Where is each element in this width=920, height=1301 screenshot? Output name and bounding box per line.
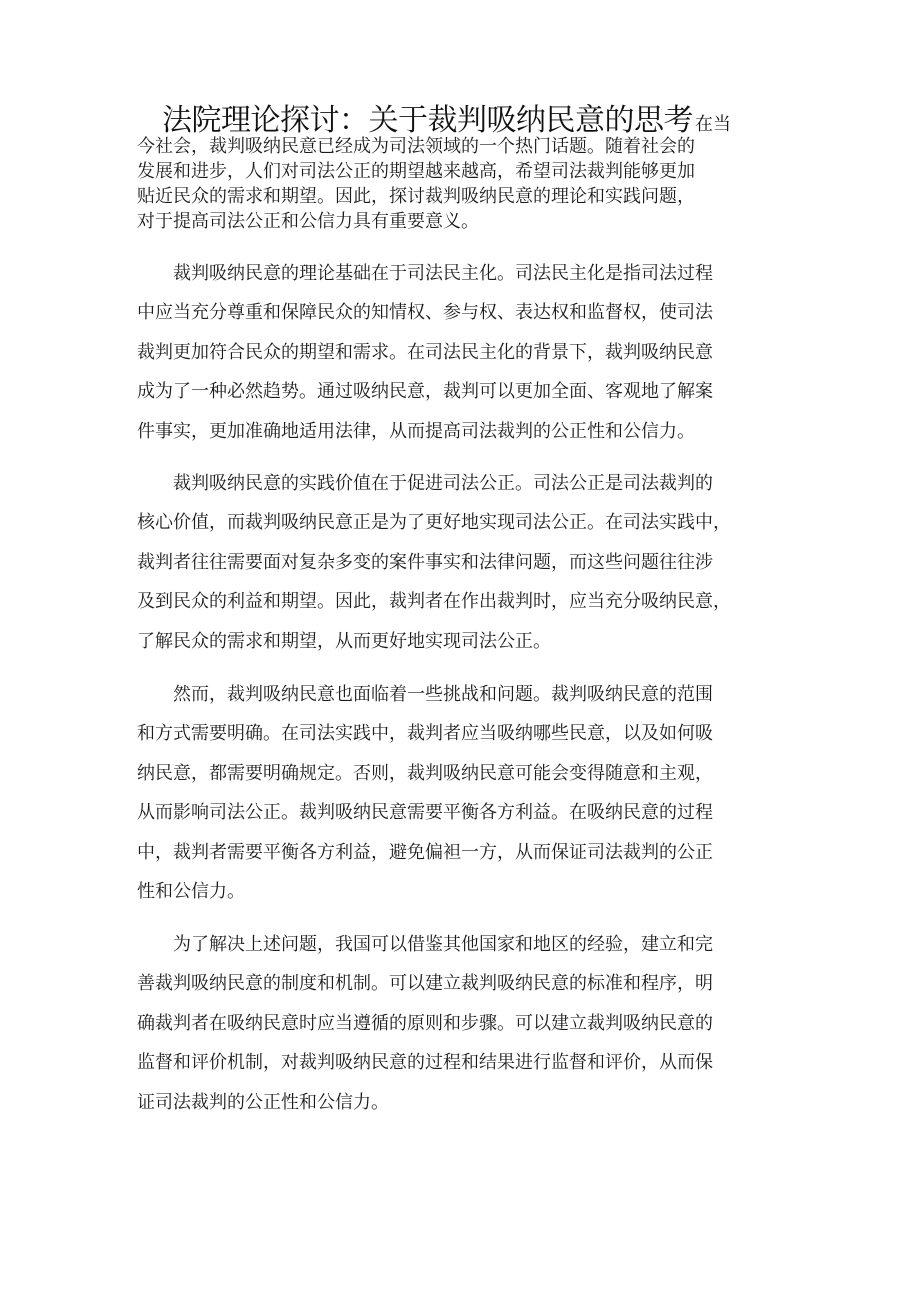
paragraph-line: 为了解决上述问题，我国可以借鉴其他国家和地区的经验，建立和完 <box>173 934 713 955</box>
paragraph-solutions <box>137 925 787 1122</box>
paragraph-line: 然而，裁判吸纳民意也面临着一些挑战和问题。裁判吸纳民意的范围 <box>173 684 713 705</box>
intro-line: 贴近民众的需求和期望。因此，探讨裁判吸纳民意的理论和实践问题， <box>137 186 695 207</box>
paragraph-line: 监督和评价机制，对裁判吸纳民意的过程和结果进行监督和评价，从而保 <box>137 1052 713 1074</box>
paragraph-line: 及到民众的利益和期望。因此，裁判者在作出裁判时，应当充分吸纳民意， <box>137 591 731 613</box>
paragraph-line: 成为了一种必然趋势。通过吸纳民意，裁判可以更加全面、客观地了解案 <box>137 381 713 403</box>
paragraph-line: 纳民意，都需要明确规定。否则，裁判吸纳民意可能会变得随意和主观， <box>137 762 713 784</box>
intro-line: 今社会，裁判吸纳民意已经成为司法领域的一个热门话题。随着社会的 <box>137 136 695 157</box>
paragraph-line: 件事实，更加准确地适用法律，从而提高司法裁判的公正性和公信力。 <box>137 420 695 442</box>
intro-line: 发展和进步，人们对司法公正的期望越来越高，希望司法裁判能够更加 <box>137 161 695 182</box>
paragraph-line: 了解民众的需求和期望，从而更好地实现司法公正。 <box>137 630 551 652</box>
paragraph-challenges <box>137 675 787 911</box>
intro-line: 对于提高司法公正和公信力具有重要意义。 <box>137 211 479 232</box>
paragraph-line: 中应当充分尊重和保障民众的知情权、参与权、表达权和监督权，使司法 <box>137 302 713 324</box>
intro-paragraph <box>137 134 777 234</box>
paragraph-line: 中，裁判者需要平衡各方利益，避免偏袒一方，从而保证司法裁判的公正 <box>137 841 713 863</box>
paragraph-line: 确裁判者在吸纳民意时应当遵循的原则和步骤。可以建立裁判吸纳民意的 <box>137 1012 713 1034</box>
paragraph-line: 从而影响司法公正。裁判吸纳民意需要平衡各方利益。在吸纳民意的过程 <box>137 802 713 824</box>
paragraph-line: 裁判吸纳民意的实践价值在于促进司法公正。司法公正是司法裁判的 <box>173 473 713 494</box>
paragraph-line: 性和公信力。 <box>137 881 245 903</box>
paragraph-line: 和方式需要明确。在司法实践中，裁判者应当吸纳哪些民意，以及如何吸 <box>137 723 713 745</box>
paragraph-line: 核心价值，而裁判吸纳民意正是为了更好地实现司法公正。在司法实践中， <box>137 512 731 534</box>
document-title: 法院理论探讨：关于裁判吸纳民意的思考 <box>162 103 693 138</box>
paragraph-practice <box>137 464 787 661</box>
paragraph-line: 裁判者往往需要面对复杂多变的案件事实和法律问题，而这些问题往往涉 <box>137 551 713 573</box>
paragraph-line: 裁判吸纳民意的理论基础在于司法民主化。司法民主化是指司法过程 <box>173 263 713 284</box>
intro-lead-text: 在当 <box>695 114 731 135</box>
paragraph-theory <box>137 254 787 451</box>
paragraph-line: 善裁判吸纳民意的制度和机制。可以建立裁判吸纳民意的标准和程序，明 <box>137 973 713 995</box>
paragraph-line: 裁判更加符合民众的期望和需求。在司法民主化的背景下，裁判吸纳民意 <box>137 341 713 363</box>
title-line <box>162 95 802 139</box>
paragraph-line: 证司法裁判的公正性和公信力。 <box>137 1091 389 1113</box>
